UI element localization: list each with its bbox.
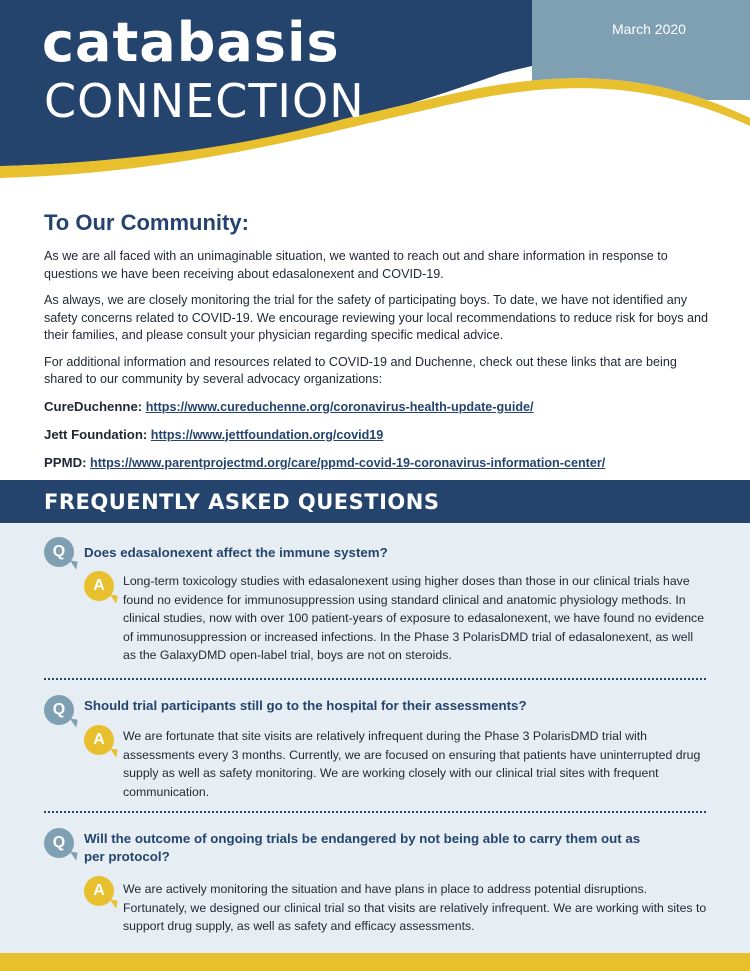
question-icon: Q (44, 695, 74, 725)
answer-icon: A (84, 876, 114, 906)
answer-icon: A (84, 725, 114, 755)
faq-question: Does edasalonexent affect the immune system? (84, 545, 388, 560)
intro-section (44, 210, 714, 482)
intro-paragraph-3: For additional information and resources related to COVID-19 and Duchenne, check out these links that are being shared to our community by several advocacy organizations: (44, 354, 677, 386)
faq-header-bar (0, 480, 750, 523)
faq-answer: We are fortunate that site visits are relatively infrequent during the Phase 3 PolarisDMD trial with assessments every 3 months. Currently, we are focused on ensuring that patients have uninterrupted drug supply as well as safety monitoring. We are working closely with our clinical trial sites with frequent communication. (123, 729, 701, 799)
logo-wordmark-bottom: CONNECTION (44, 74, 365, 128)
faq-answer: Long-term toxicology studies with edasalonexent using higher doses than those in our clinical trials have found no evidence for immunosuppression using standard clinical and anatomic physiology methods. In clinical studies, now with over 100 patient-years of exposure to edasalonexent, we have found no evidence of immunosuppression or increased infections. In the Phase 3 PolarisDMD trial of edasalonexent, as well as the GalaxyDMD open-label trial, boys are not on steroids. (123, 574, 705, 662)
issue-date: March 2020 (612, 21, 686, 37)
faq-divider (44, 678, 706, 680)
cureduchenne-link[interactable]: https://www.cureduchenne.org/coronavirus-health-update-guide/ (145, 399, 534, 414)
faq-divider (44, 811, 706, 813)
ppmd-link[interactable]: https://www.parentprojectmd.org/care/ppmd-covid-19-coronavirus-information-center/ (90, 455, 606, 470)
faq-question: Will the outcome of ongoing trials be endangered by not being able to carry them out as per protocol? (84, 831, 641, 864)
faq-title: FREQUENTLY ASKED QUESTIONS (44, 490, 440, 514)
footer-bar (0, 953, 750, 971)
intro-title: To Our Community: (44, 210, 249, 235)
org-name: CureDuchenne: (44, 398, 143, 414)
resource-link-cureduchenne (44, 398, 714, 416)
resource-link-ppmd (44, 454, 714, 472)
org-name: Jett Foundation: (44, 426, 148, 442)
question-icon: Q (44, 828, 74, 858)
question-icon: Q (44, 537, 74, 567)
answer-icon: A (84, 571, 114, 601)
faq-answer: We are actively monitoring the situation and have plans in place to address potential disruptions. Fortunately, we designed our clinical trial so that visits are relatively infrequent. We are working with sites to support drug supply, as well as safety and efficacy assessments. (123, 882, 707, 933)
resource-link-jett (44, 426, 714, 444)
faq-section (0, 523, 750, 953)
intro-paragraph-2: As always, we are closely monitoring the trial for the safety of participating boys. To date, we have not identified any safety concerns related to COVID-19. We encourage reviewing your local recommendations to reduce risk for boys and their families, and please consult your physician regarding specific medical advice. (44, 293, 709, 342)
org-name: PPMD: (44, 454, 87, 470)
logo-wordmark-top: catabasis (42, 11, 340, 74)
newsletter-header (0, 0, 750, 200)
jett-foundation-link[interactable]: https://www.jettfoundation.org/covid19 (150, 427, 384, 442)
intro-paragraph-1: As we are all faced with an unimaginable situation, we wanted to reach out and share information in response to questions we have been receiving about edasalonexent and COVID-19. (44, 249, 668, 281)
faq-question: Should trial participants still go to the hospital for their assessments? (84, 698, 527, 713)
